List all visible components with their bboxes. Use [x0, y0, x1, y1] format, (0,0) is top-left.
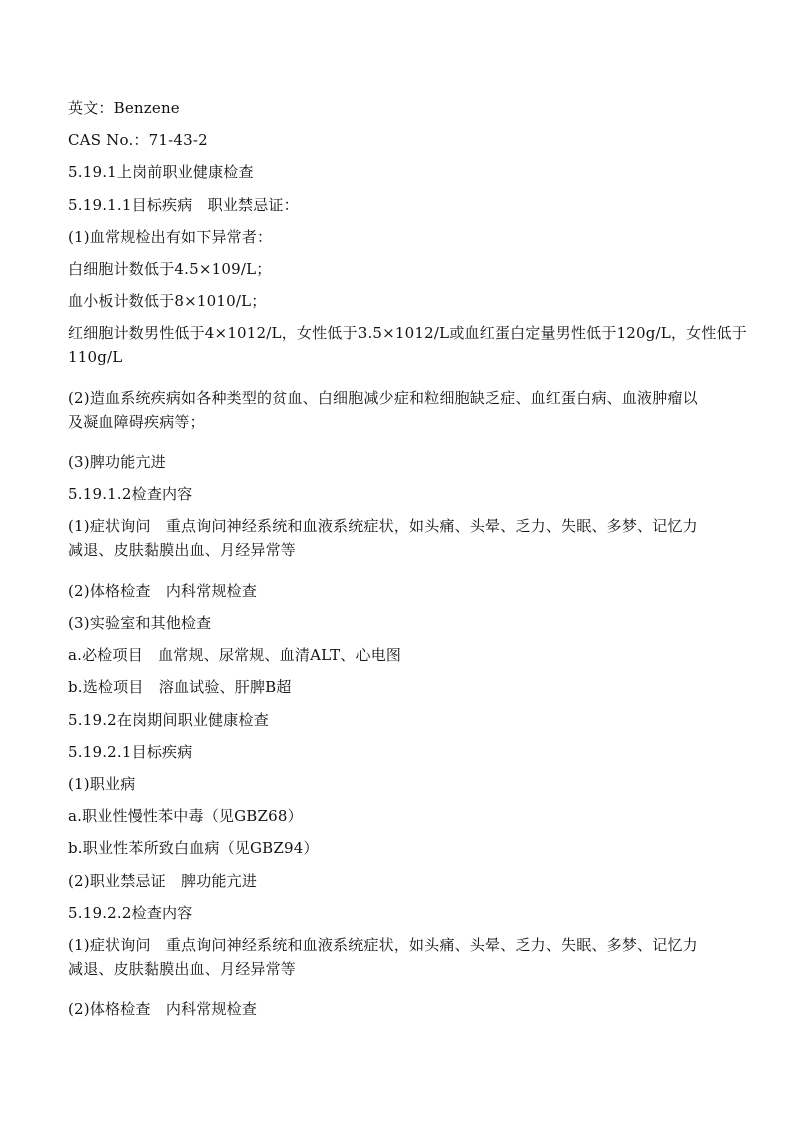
list-item: 血小板计数低于8×1010/L；	[68, 292, 267, 311]
paragraph-line: 红细胞计数男性低于4×1012/L，女性低于3.5×1012/L或血红蛋白定量男性低于120g/L，女性低于	[68, 324, 747, 343]
paragraph-line: (1)症状询问 重点询问神经系统和血液系统症状，如头痛、头晕、乏力、失眠、多梦、记忆力	[68, 517, 698, 536]
section-heading-5-19-1: 5.19.1上岗前职业健康检查	[68, 163, 254, 182]
list-item: (3)实验室和其他检查	[68, 614, 212, 633]
paragraph-line-continued: 及凝血障碍疾病等；	[68, 412, 205, 431]
subsection-heading-5-19-1-1: 5.19.1.1目标疾病 职业禁忌证：	[68, 195, 299, 214]
list-item: (1)血常规检出有如下异常者：	[68, 227, 273, 246]
list-item: (3)脾功能亢进	[68, 453, 166, 472]
list-item: (2)体格检查 内科常规检查	[68, 581, 258, 600]
list-item: b.选检项目 溶血试验、肝脾B超	[68, 678, 292, 697]
english-name-line: 英文：Benzene	[68, 99, 180, 117]
list-item: a.必检项目 血常规、尿常规、血清ALT、心电图	[68, 646, 402, 665]
list-item: a.职业性慢性苯中毒（见GBZ68）	[68, 807, 303, 826]
subsection-heading-5-19-1-2: 5.19.1.2检查内容	[68, 485, 193, 504]
paragraph-line-continued: 110g/L	[68, 348, 123, 367]
list-item: 白细胞计数低于4.5×109/L；	[68, 259, 272, 278]
cas-number-line: CAS No.：71-43-2	[68, 131, 208, 150]
section-heading-5-19-2: 5.19.2在岗期间职业健康检查	[68, 710, 269, 729]
document-body	[68, 92, 747, 1026]
paragraph-line: (2)造血系统疾病如各种类型的贫血、白细胞减少症和粒细胞缺乏症、血红蛋白病、血液肿瘤以	[68, 388, 698, 407]
paragraph-line: (1)症状询问 重点询问神经系统和血液系统症状，如头痛、头晕、乏力、失眠、多梦、记忆力	[68, 935, 698, 954]
subsection-heading-5-19-2-1: 5.19.2.1目标疾病	[68, 742, 193, 761]
paragraph-line-continued: 减退、皮肤黏膜出血、月经异常等	[68, 541, 297, 560]
subsection-heading-5-19-2-2: 5.19.2.2检查内容	[68, 903, 193, 922]
list-item: (1)职业病	[68, 774, 136, 793]
paragraph-line-continued: 减退、皮肤黏膜出血、月经异常等	[68, 959, 297, 978]
list-item: (2)体格检查 内科常规检查	[68, 1000, 258, 1019]
list-item: b.职业性苯所致白血病（见GBZ94）	[68, 839, 319, 858]
list-item: (2)职业禁忌证 脾功能亢进	[68, 871, 258, 890]
